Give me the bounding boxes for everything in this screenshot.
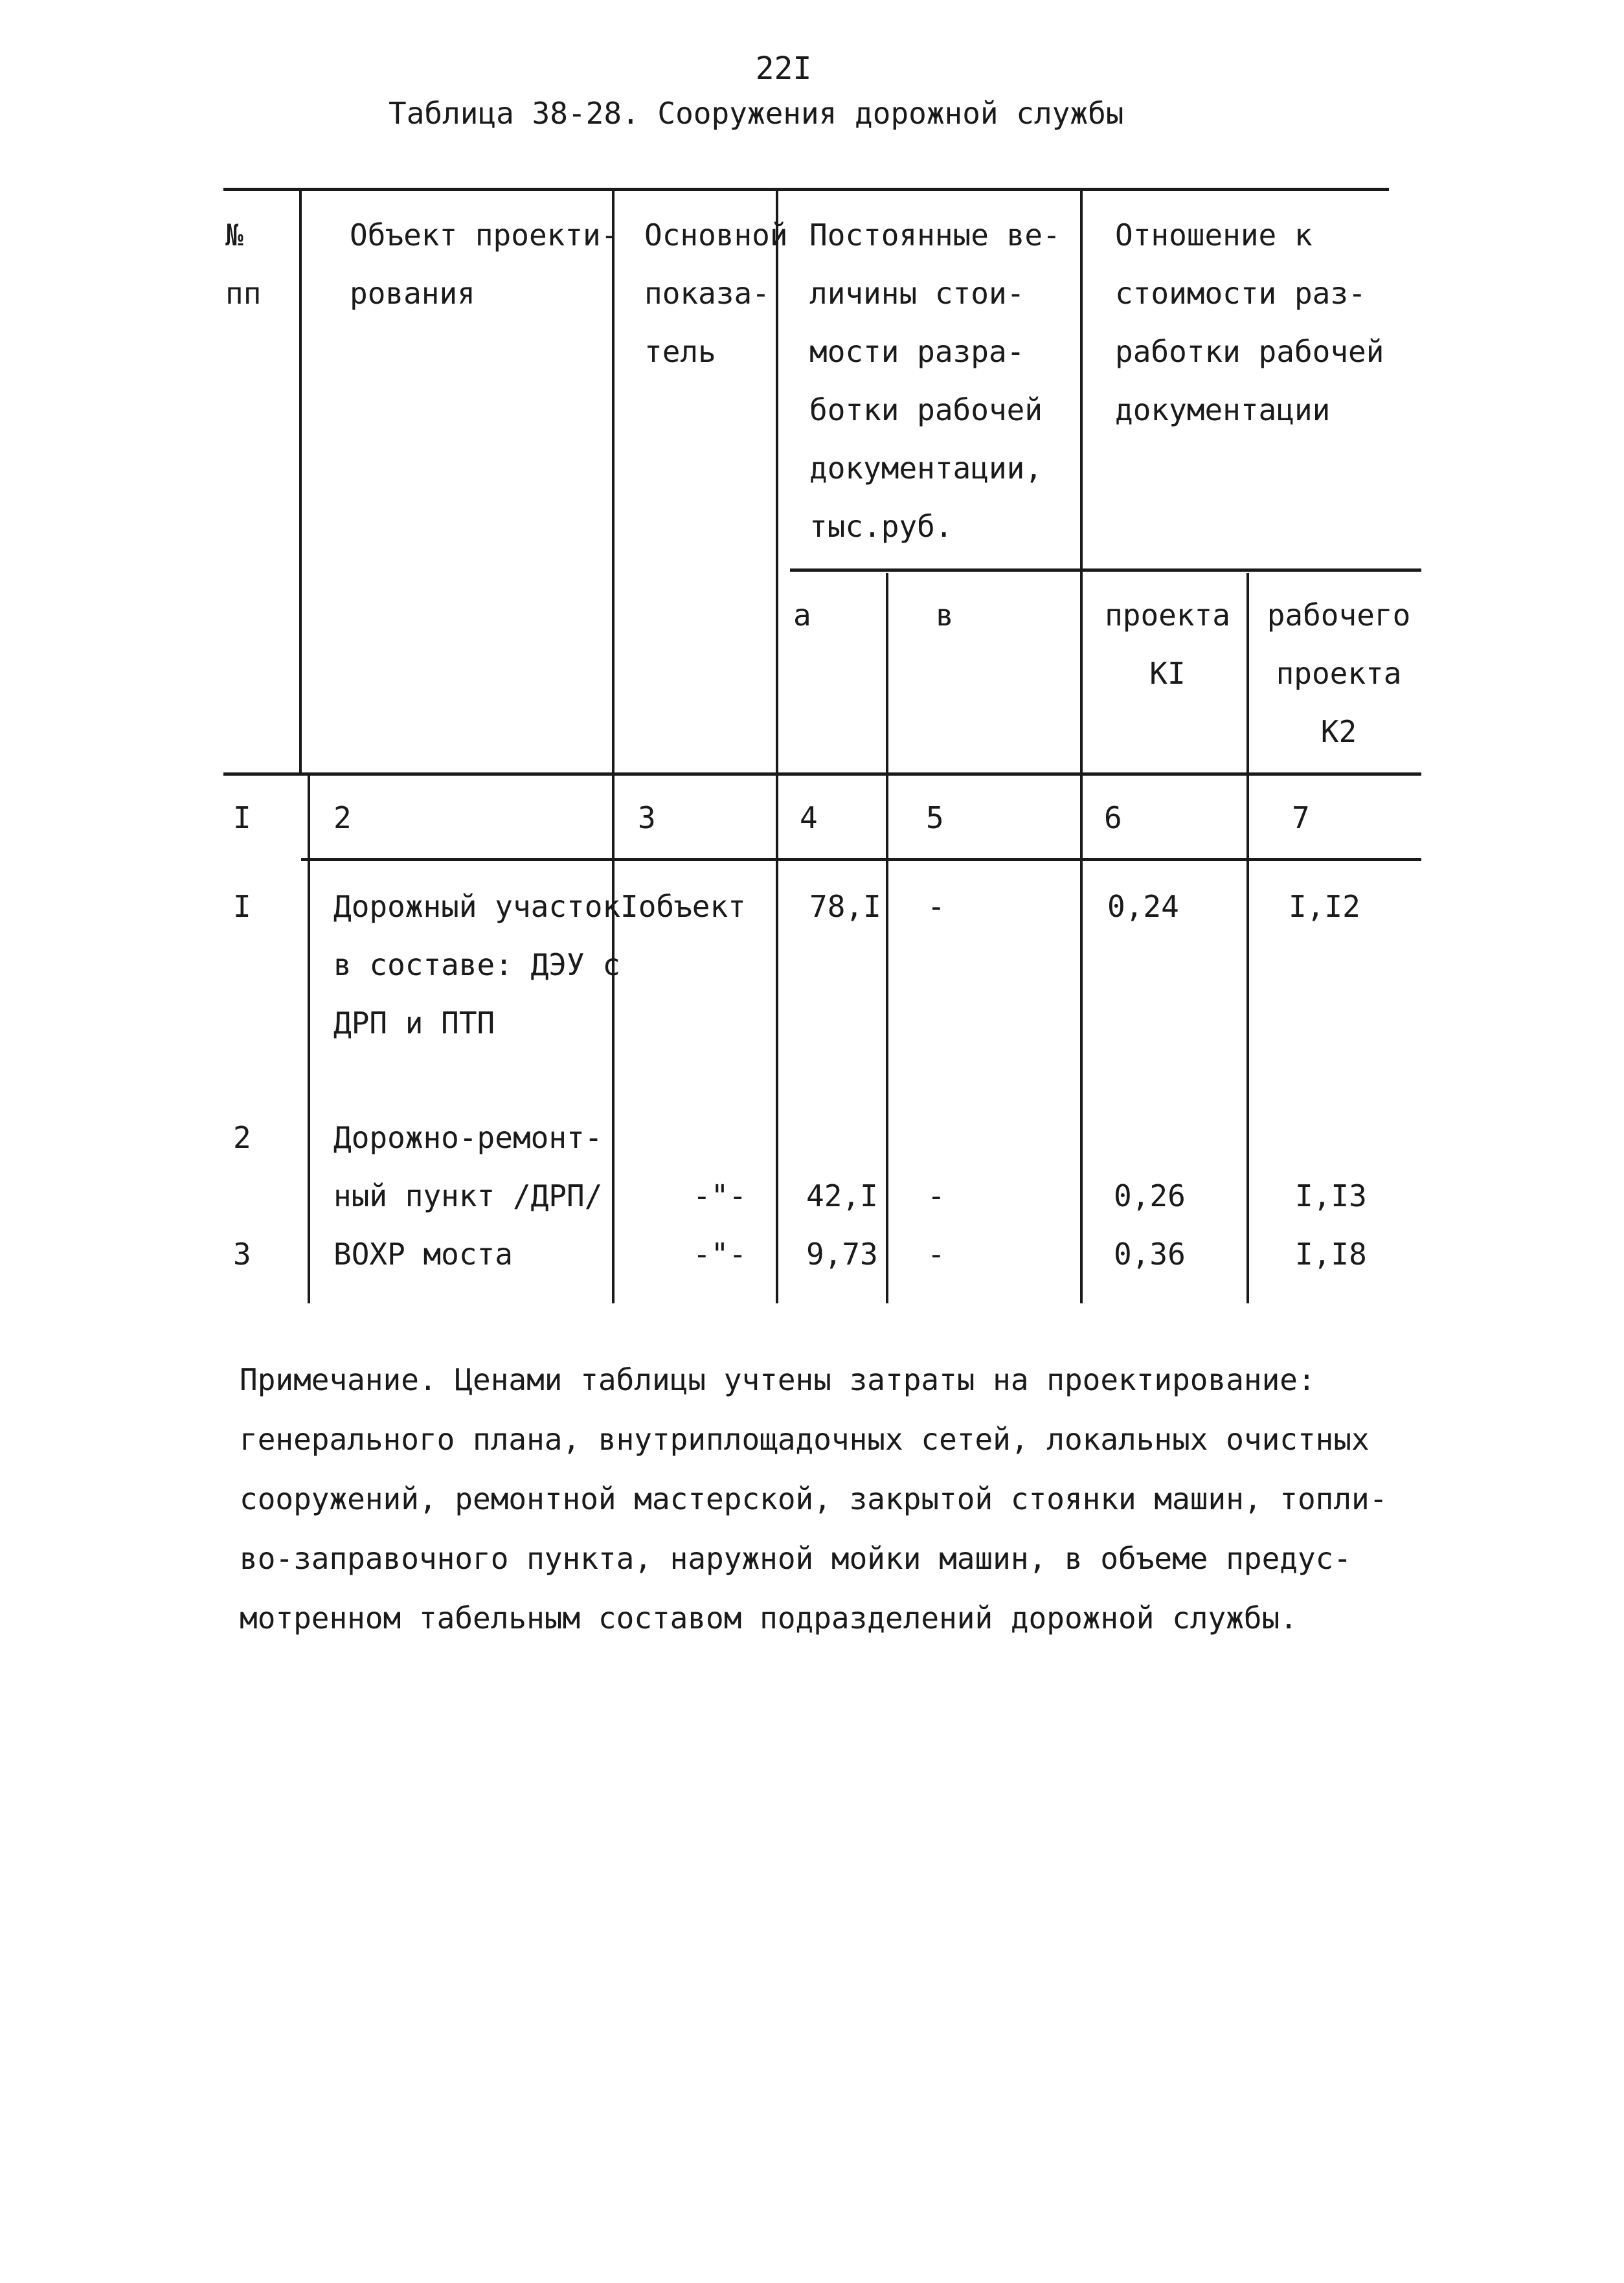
header-sub-k2: рабочего проекта К2 (1267, 598, 1411, 749)
row-2-indicator: -"- (693, 1178, 747, 1213)
header-sub-b: в (936, 598, 954, 633)
col-divider-6 (1246, 573, 1249, 1303)
row-1-object: Дорожный участок в составе: ДЭУ с ДРП и ПТП (333, 889, 621, 1040)
colnum-3: 3 (638, 800, 656, 835)
table-note: Примечание. Ценами таблицы учтены затраты на проектирование: генерального плана, внутриплощадочных сетей, локальных очистных сооружений, ремонтной мастерской, закрытой стоянки машин, топли- во-заправочного пункта, наружной мойки машин, в объеме предус- мотренном табельным составом подразделений дорожной службы. (240, 1362, 1388, 1636)
page-number: 22I (755, 51, 812, 87)
row-3-num: 3 (233, 1237, 251, 1272)
col-divider-2 (612, 191, 615, 1303)
row-3-b: - (927, 1237, 945, 1272)
row-2-b: - (927, 1178, 945, 1213)
row-2-object: Дорожно-ремонт- ный пункт /ДРП/ (333, 1120, 603, 1213)
table-title: Таблица 38-28. Сооружения дорожной службы (389, 96, 1124, 131)
subheader-rule (790, 568, 1421, 572)
table-top-rule (223, 188, 1389, 191)
row-2-num: 2 (233, 1120, 251, 1155)
row-3-k1: 0,36 (1114, 1237, 1186, 1272)
header-ratio: Отношение к стоимости раз- работки рабочей документации (1115, 218, 1384, 427)
header-constant-cost: Постоянные ве- личины стои- мости разра- ботки рабочей документации, тыс.руб. (809, 218, 1061, 544)
row-3-k2: I,I8 (1295, 1237, 1367, 1272)
colnum-2: 2 (333, 800, 352, 835)
col-divider-1b (308, 772, 310, 1303)
row-2-a: 42,I (806, 1178, 878, 1213)
header-sub-k1: проекта КI (1105, 598, 1230, 691)
header-indicator: Основной показа- тель (644, 218, 788, 369)
row-2-k1: 0,26 (1114, 1178, 1186, 1213)
col-divider-4 (886, 573, 888, 1303)
row-1-indicator: Iобъект (620, 889, 746, 924)
header-num: № пп (225, 218, 262, 311)
row-3-indicator: -"- (693, 1237, 747, 1272)
colnum-1: I (233, 800, 251, 835)
col-divider-5 (1080, 191, 1083, 1303)
row-3-object: ВОХР моста (333, 1237, 513, 1272)
row-1-b: - (927, 889, 945, 924)
row-2-k2: I,I3 (1295, 1178, 1367, 1213)
colnum-7: 7 (1292, 800, 1310, 835)
row-3-a: 9,73 (806, 1237, 878, 1272)
colnum-4: 4 (800, 800, 818, 835)
colnum-bottom-rule (301, 858, 1421, 861)
col-divider-1 (299, 188, 302, 772)
colnum-5: 5 (926, 800, 944, 835)
row-1-a: 78,I (809, 889, 881, 924)
header-sub-a: а (793, 598, 811, 633)
row-1-num: I (233, 889, 251, 924)
header-bottom-rule (223, 772, 1421, 776)
header-object: Объект проекти- рования (350, 218, 619, 311)
row-1-k2: I,I2 (1289, 889, 1360, 924)
row-1-k1: 0,24 (1107, 889, 1179, 924)
colnum-6: 6 (1104, 800, 1122, 835)
